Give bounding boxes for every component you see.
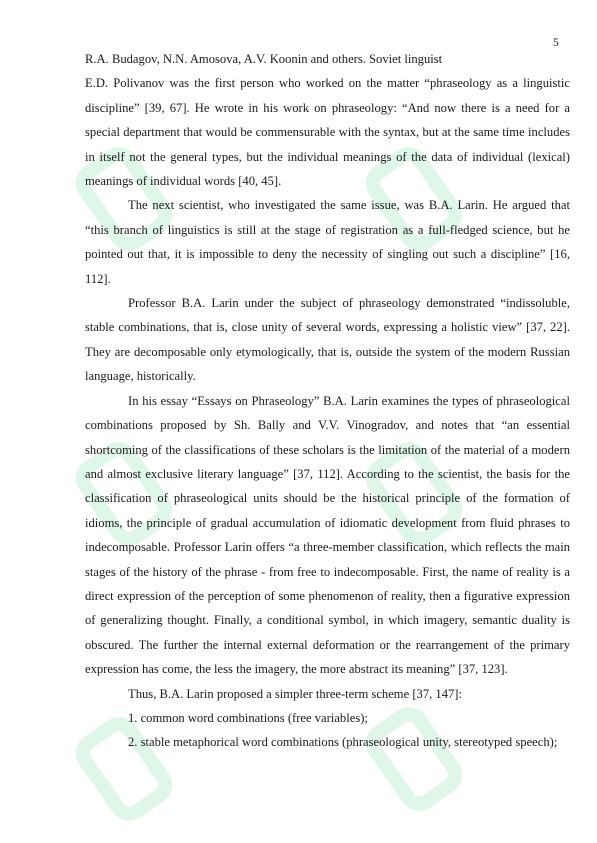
page-number: 5	[553, 37, 559, 49]
paragraph: R.A. Budagov, N.N. Amosova, A.V. Koonin and others. Soviet linguist	[85, 52, 443, 66]
paragraph: In his essay “Essays on Phraseology” B.A. Larin examines the types of phraseological combinations proposed by Sh. Bally and V.V. Vinogradov, and notes that “an essential shortcoming of the classifications of these scholars is the limitation of the material of a modern and almost exclusive literary language” [37, 112]. According to the scientist, the basis for the classification of phraseological units should be the historical principle of the formation of idioms, the principle of gradual accumulation of idiomatic development from fluid phrases to indecomposable. Professor Larin offers “a three-member classification, which reflects the main stages of the history of the phrase - from free to indecomposable. First, the name of reality is a direct expression of the perception of some phenomenon of reality, then a figurative expression of generalizing thought. Finally, a conditional symbol, in which imagery, semantic duality is obscured. The further the internal external deformation or the rearrangement of the primary expression has come, the less the imagery, the more abstract its meaning” [37, 123].	[85, 393, 570, 677]
paragraph: E.D. Polivanov was the first person who worked on the matter “phraseology as a linguistic discipline” [39, 67]. He wrote in his work on phraseology: “And now there is a need for a special department that would be commensurable with the syntax, but at the same time includes in itself not the general types, but the individual meanings of the data of individual (lexical) meanings of individual words [40, 45].	[85, 76, 570, 189]
paragraph: Thus, B.A. Larin proposed a simpler three-term scheme [37, 147]:	[128, 686, 462, 701]
paragraph: The next scientist, who investigated the same issue, was B.A. Larin. He argued that “this branch of linguistics is still at the stage of registration as a full-fledged science, but he pointed out that, it is impossible to deny the necessity of singling out such a discipline” [16, 112].	[85, 198, 570, 286]
list-item: 2. stable metaphorical word combinations (phraseological unity, stereotyped speech);	[128, 735, 558, 750]
document-body	[85, 47, 570, 755]
list-item: 1. common word combinations (free variables);	[128, 710, 368, 725]
paragraph: Professor B.A. Larin under the subject of phraseology demonstrated “indissoluble, stable combinations, that is, close unity of several words, expressing a holistic view” [37, 22]. They are decomposable only etymologically, that is, outside the system of the modern Russian language, historically.	[85, 296, 570, 384]
